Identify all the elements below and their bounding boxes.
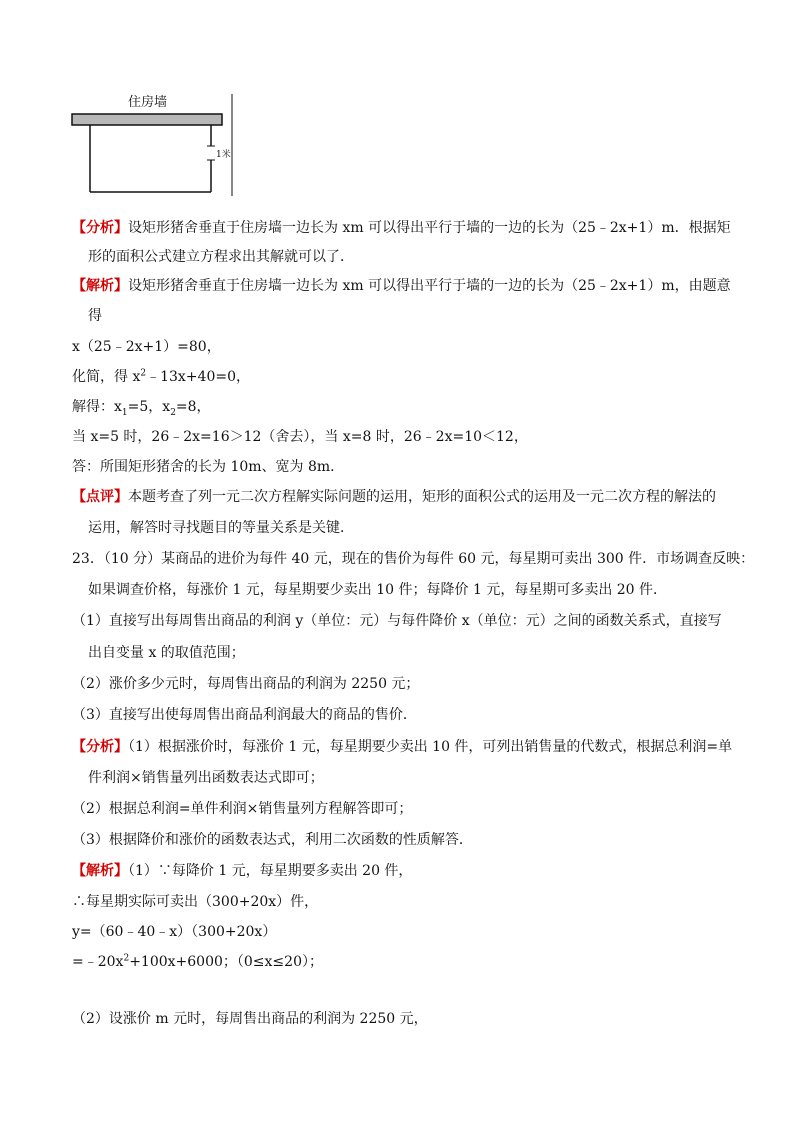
p23-solution-text-3: y=（60﹣40﹣x）（300+20x）	[72, 924, 277, 940]
p22-eq3-a: 解得：x	[72, 399, 122, 415]
p22-equation-1	[72, 337, 221, 357]
wall-label: 住房墙	[128, 95, 168, 110]
p23-solution-4-sup: 2	[123, 953, 130, 964]
p22-eq3-sub2: 2	[170, 407, 176, 418]
p23-solution-line-5	[72, 1009, 428, 1029]
p22-solution-line-2	[88, 306, 102, 326]
pigsty-diagram	[70, 92, 250, 202]
p22-comment-text-2: 运用，解答时寻找题目的等量关系是关键．	[88, 520, 354, 536]
p22-eq2-post: ﹣13x+40=0，	[146, 369, 250, 385]
p22-analysis-text-2: 形的面积公式建立方程求出其解就可以了．	[88, 249, 354, 265]
comment-tag: 【点评】	[72, 489, 128, 505]
solution-tag-2: 【解析】	[72, 863, 128, 879]
p23-subquestion-2	[72, 674, 419, 694]
p23-subquestion-3-text: （3）直接写出使每周售出商品利润最大的商品的售价．	[72, 707, 417, 723]
p23-solution-text-1: （1）∵每降价 1 元，每星期要多卖出 20 件，	[128, 863, 413, 879]
p23-question-line-2	[88, 580, 667, 600]
p22-eq3-c: =8，	[175, 399, 211, 415]
p23-solution-line-2	[72, 892, 318, 912]
p22-solution-text-1: 设矩形猪舍垂直于住房墙一边长为 xm 可以得出平行于墙的一边的长为（25﹣2x+1）m，由题意	[128, 278, 731, 294]
analysis-tag: 【分析】	[72, 220, 128, 236]
p23-solution-text-2: ∴每星期实际可卖出（300+20x）件，	[72, 894, 319, 910]
p23-question-line-1	[72, 549, 754, 569]
p23-analysis-line-2	[88, 768, 324, 788]
p22-answer-text: 答：所围矩形猪舍的长为 10m、宽为 8m．	[72, 459, 345, 475]
p23-analysis-line-4	[72, 830, 473, 850]
p22-solution-line-1	[72, 276, 731, 296]
p23-solution-4-pre: =﹣20x	[72, 954, 124, 970]
p22-eq4-text: 当 x=5 时，26﹣2x=16＞12（舍去），当 x=8 时，26﹣2x=10＜12，	[72, 429, 528, 445]
p23-subquestion-3	[72, 705, 417, 725]
p22-eq1-text: x（25﹣2x+1）=80，	[72, 339, 221, 355]
p22-comment-line-1	[72, 487, 716, 507]
p22-analysis-text-1: 设矩形猪舍垂直于住房墙一边长为 xm 可以得出平行于墙的一边的长为（25﹣2x+1）m．根据矩	[128, 220, 731, 236]
p23-analysis-line-1	[72, 737, 732, 757]
p23-analysis-text-3: （2）根据总利润=单件利润×销售量列方程解答即可；	[72, 801, 413, 817]
door-label: 1米	[216, 150, 231, 160]
p23-subquestion-1-line-1	[72, 611, 722, 631]
p22-eq2-sup: 2	[140, 368, 147, 379]
p22-comment-line-2	[88, 518, 354, 538]
p22-eq3-sub1: 1	[121, 407, 128, 418]
p22-equation-4	[72, 427, 528, 447]
p23-subquestion-2-text: （2）涨价多少元时，每周售出商品的利润为 2250 元；	[72, 676, 420, 692]
analysis-tag-2: 【分析】	[72, 739, 128, 755]
p22-equation-3	[72, 397, 211, 417]
p22-answer	[72, 457, 344, 477]
p23-solution-text-5: （2）设涨价 m 元时，每周售出商品的利润为 2250 元，	[72, 1011, 428, 1027]
house-wall	[72, 114, 222, 125]
p23-subquestion-1-text-1: （1）直接写出每周售出商品的利润 y（单位：元）与每件降价 x（单位：元）之间的函数关系式，直接写	[72, 613, 722, 629]
p23-solution-line-3	[72, 922, 276, 942]
solution-tag: 【解析】	[72, 278, 128, 294]
p22-eq3-b: =5，x	[127, 399, 171, 415]
p22-equation-2	[72, 367, 250, 387]
p23-solution-line-4	[72, 952, 323, 972]
p23-analysis-text-2: 件利润×销售量列出函数表达式即可；	[88, 770, 324, 786]
p23-analysis-text-1: （1）根据涨价时，每涨价 1 元，每星期要少卖出 10 件，可列出销售量的代数式，根据总利润=单	[128, 739, 733, 755]
p23-subquestion-1-text-2: 出自变量 x 的取值范围；	[88, 645, 245, 661]
p23-analysis-line-3	[72, 799, 412, 819]
p22-analysis-line-1	[72, 218, 731, 238]
p23-question-text-2: 如果调查价格，每涨价 1 元，每星期要少卖出 10 件；每降价 1 元，每星期可多卖出 20 件．	[88, 582, 668, 598]
p23-analysis-text-4: （3）根据降价和涨价的函数表达式，利用二次函数的性质解答．	[72, 832, 473, 848]
p22-solution-text-2: 得	[88, 308, 102, 324]
p22-comment-text-1: 本题考查了列一元二次方程解实际问题的运用，矩形的面积公式的运用及一元二次方程的解法的	[128, 489, 716, 505]
p23-solution-4-post: +100x+6000；（0≤x≤20）；	[129, 954, 323, 970]
p23-solution-line-1	[72, 861, 412, 881]
p22-analysis-line-2	[88, 247, 354, 267]
p22-eq2-pre: 化简，得 x	[72, 369, 141, 385]
p23-subquestion-1-line-2	[88, 643, 245, 663]
p23-question-text-1: 23．（10 分）某商品的进价为每件 40 元，现在的售价为每件 60 元，每星期可卖出 300 件．市场调查反映：	[72, 551, 755, 567]
